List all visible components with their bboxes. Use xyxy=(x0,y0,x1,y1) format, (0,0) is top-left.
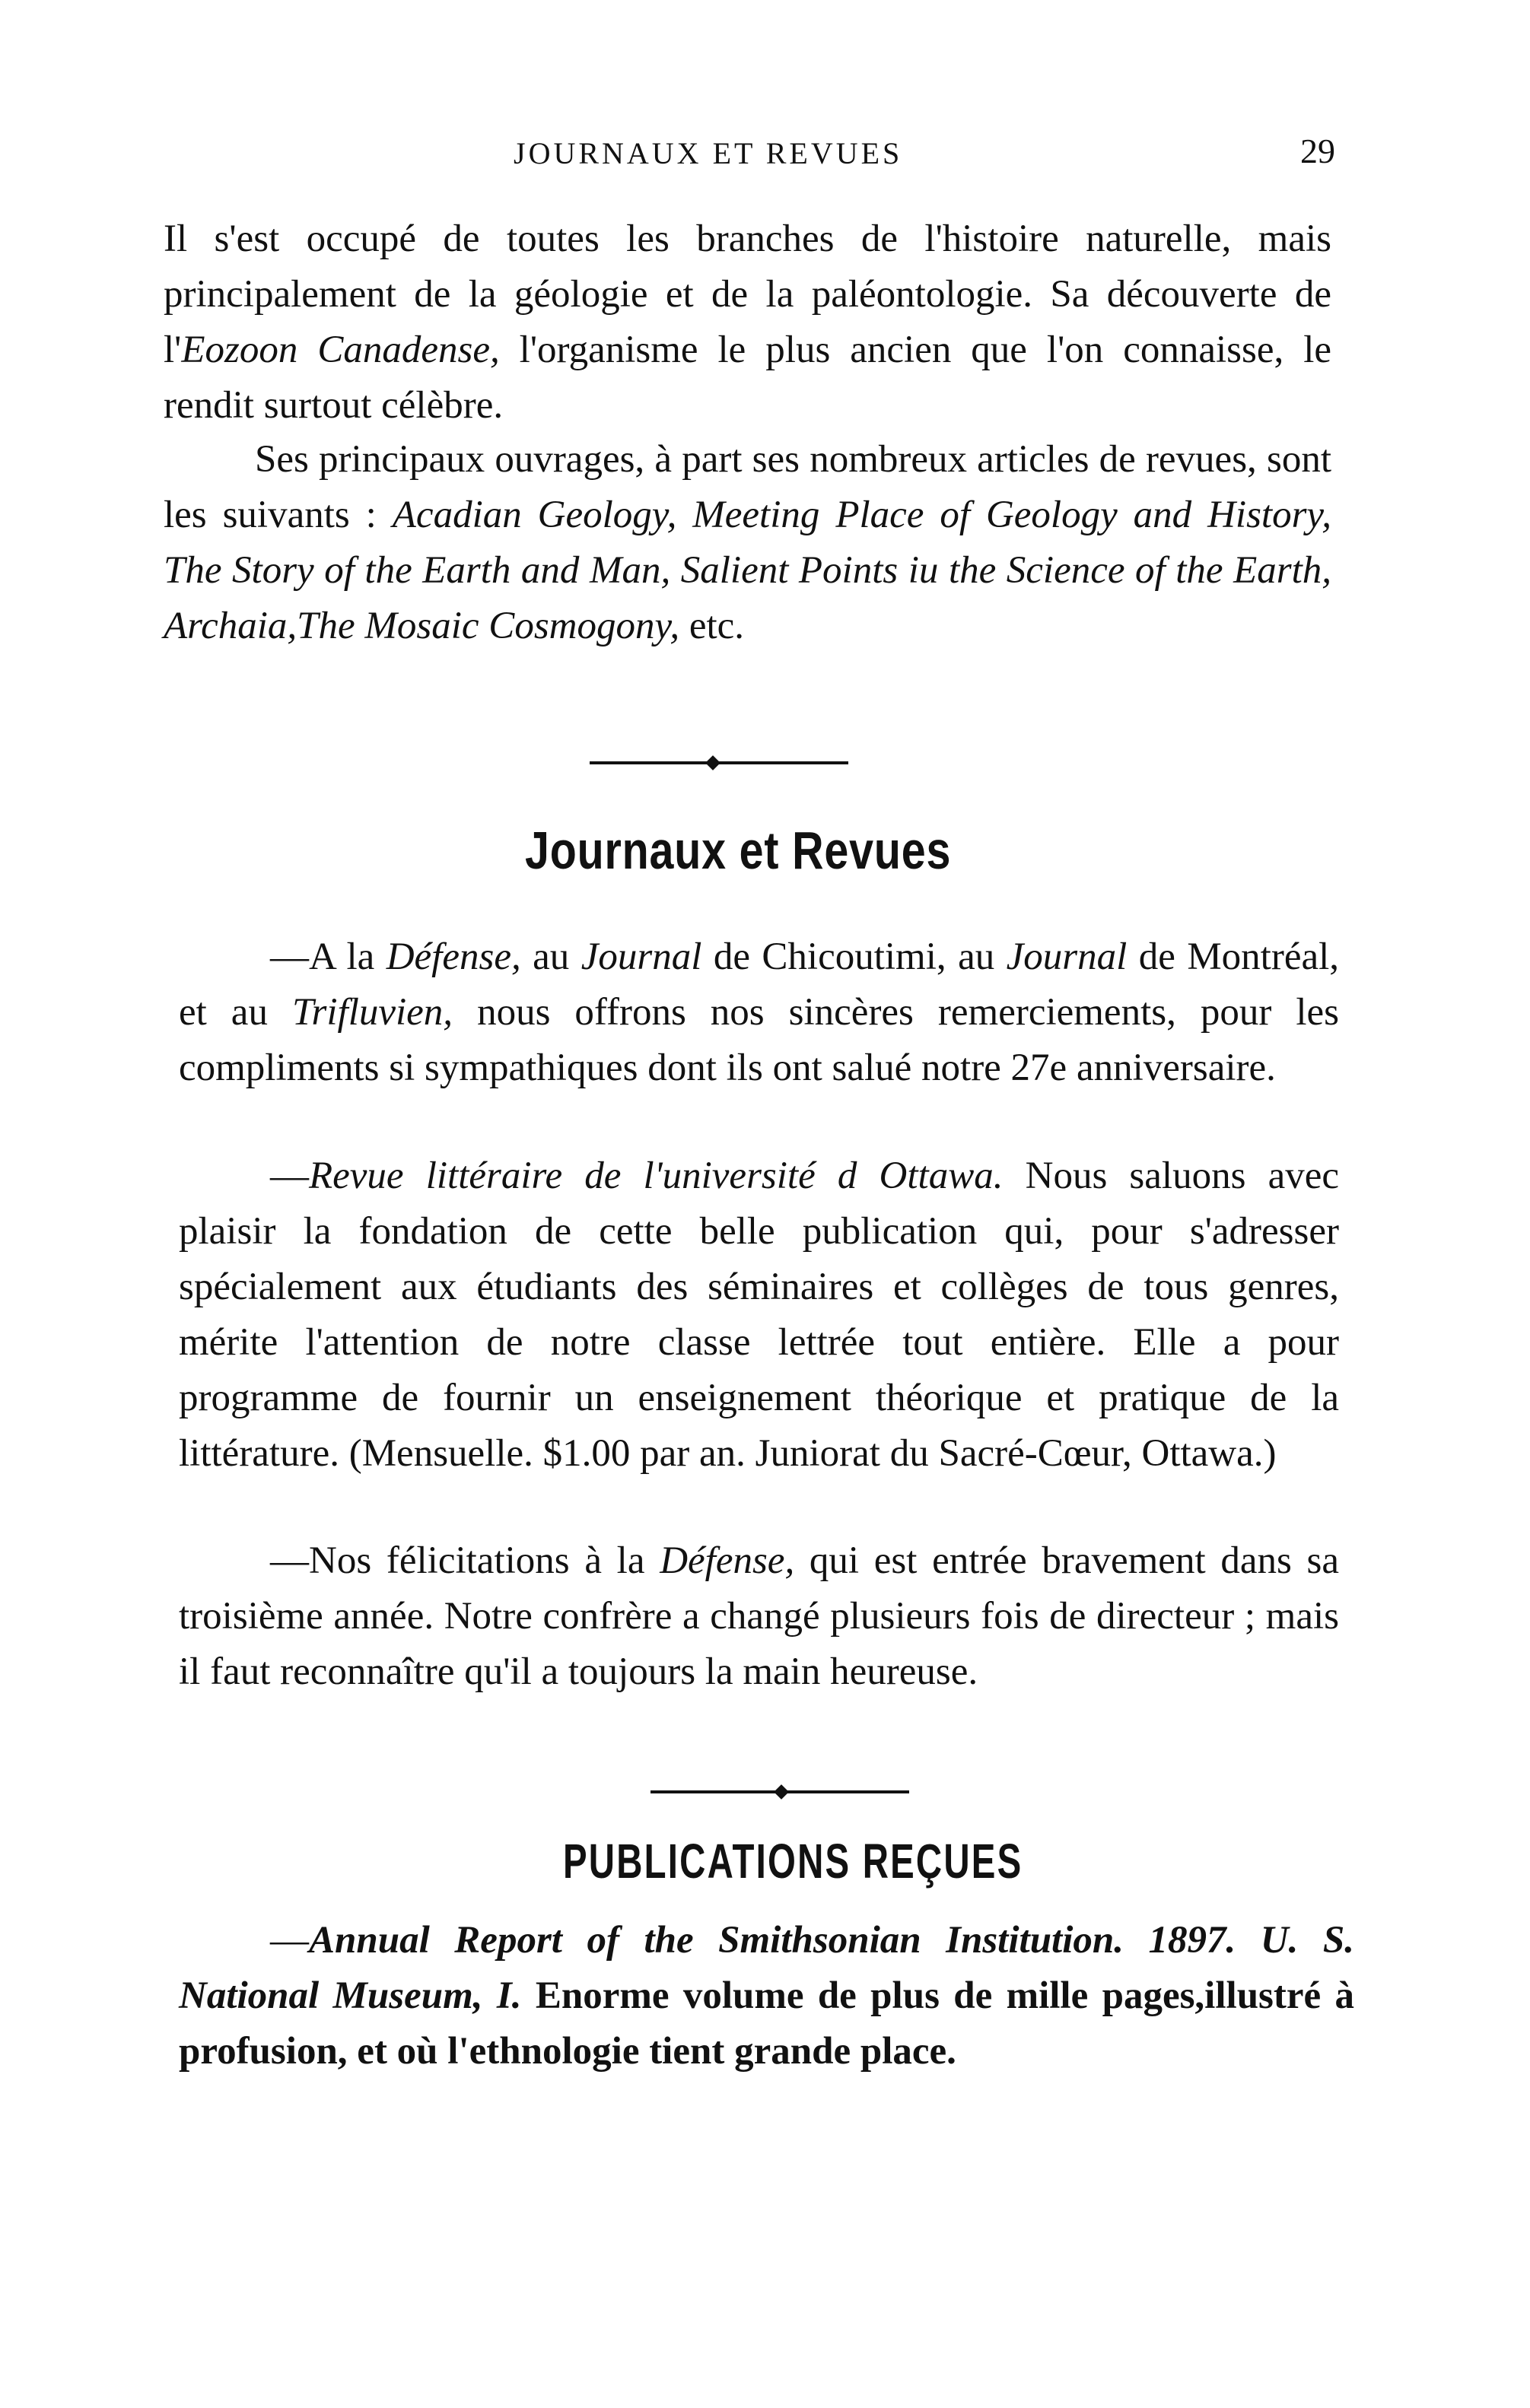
running-head xyxy=(164,132,1335,181)
paragraph-text: — xyxy=(270,1155,309,1197)
section-heading-publications: PUBLICATIONS REÇUES xyxy=(563,1834,1023,1889)
italic-title: Trifluvien, xyxy=(291,991,453,1034)
paragraph-thanks xyxy=(179,929,1339,1096)
italic-title: Journal xyxy=(1006,936,1128,978)
paragraph-text: —A la xyxy=(270,936,386,978)
paragraph-text: —Nos félicitations à la xyxy=(270,1539,660,1582)
paragraph-dawson-works xyxy=(164,432,1331,654)
paragraph-text: Nous saluons avec plaisir la fondation de cette belle publication qui, pour s'adresser spécialement aux étudiants des séminaires et collèges de tous genres, mérite l'attention de notre classe lettrée tout entière. Elle a pour programme de fournir un enseignement théorique et pratique de la littérature. (Mensuelle. $1.00 par an. Juniorat du Sacré-Cœur, Ottawa.) xyxy=(179,1155,1339,1475)
paragraph-text: etc. xyxy=(679,605,745,647)
paragraph-text: — xyxy=(270,1919,309,1962)
paragraph-dawson-fields xyxy=(164,211,1331,434)
paragraph-smithsonian xyxy=(179,1913,1354,2079)
italic-title: Journal xyxy=(581,936,702,978)
section-divider xyxy=(590,761,848,764)
italic-title: Défense, xyxy=(386,936,521,978)
paragraph-text: Ses principaux ouvrages, à part ses nombreux articles de revues, sont les suivants : xyxy=(164,438,1331,536)
running-title: JOURNAUX ET REVUES xyxy=(514,136,903,170)
paragraph-text: Enorme volume de plus de mille pages,illustré à profusion, et où l'ethnologie tient grande place. xyxy=(179,1974,1355,2073)
paragraph-text: nous offrons nos sincères remerciements, pour les compliments si sympathiques dont ils ont salué notre 27e anniversaire. xyxy=(179,991,1339,1089)
paragraph-text: Il s'est occupé de toutes les branches de l'histoire naturelle, mais principalement de la géologie et de la paléontologie. Sa découverte de l' xyxy=(164,218,1331,371)
page-number: 29 xyxy=(1300,132,1335,170)
section-divider xyxy=(650,1790,909,1793)
divider-ornament xyxy=(705,755,720,770)
paragraph-text: de Montréal, et au xyxy=(179,936,1340,1034)
divider-ornament xyxy=(774,1784,789,1800)
italic-title: Annual Report of the Smithsonian Institution. 1897. U. S. National Museum, I. xyxy=(179,1919,1354,2017)
italic-title: Revue littéraire de l'université d Ottawa. xyxy=(309,1155,1004,1197)
paragraph-text: au xyxy=(520,936,581,978)
italic-title: Eozoon Canadense, xyxy=(181,329,500,371)
paragraph-revue-litteraire xyxy=(179,1148,1339,1482)
section-heading-journaux: Journaux et Revues xyxy=(525,821,952,880)
italic-title: Défense, xyxy=(660,1539,795,1582)
italic-title: Acadian Geology, Meeting Place of Geology and History, The Story of the Earth and Man, Salient Points iu the Science of the Earth, Archaia,The Mosaic Cosmogony, xyxy=(164,494,1332,647)
paragraph-felicitations xyxy=(179,1533,1339,1700)
paragraph-text: de Chicoutimi, au xyxy=(701,936,1007,978)
paragraph-text: qui est entrée bravement dans sa troisième année. Notre confrère a changé plusieurs fois de directeur ; mais il faut reconnaître qu'il a toujours la main heureuse. xyxy=(179,1539,1339,1693)
paragraph-text: l'organisme le plus ancien que l'on connaisse, le rendit surtout célèbre. xyxy=(164,329,1332,427)
